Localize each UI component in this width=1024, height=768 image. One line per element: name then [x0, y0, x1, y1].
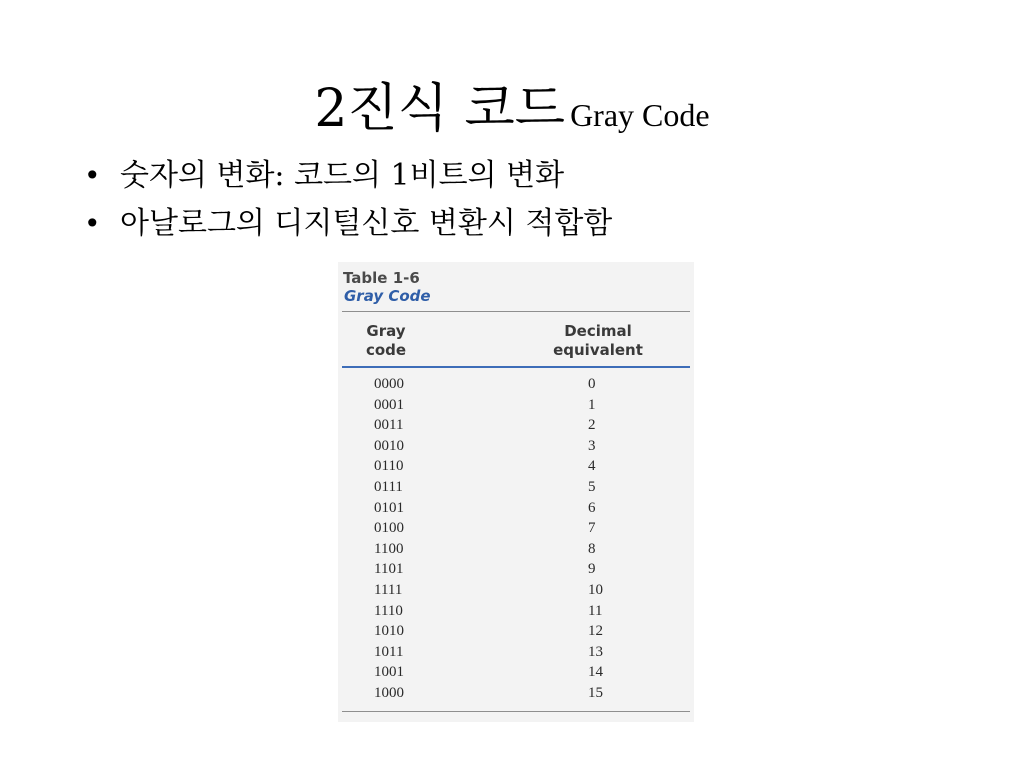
- bullet-item: [84, 152, 612, 200]
- column-header-decimal-line1: Decimal: [564, 322, 632, 340]
- table-row: [338, 520, 694, 541]
- gray-code-cell: 1011: [374, 643, 404, 660]
- gray-code-cell: 0101: [374, 499, 404, 516]
- table-header-rule: [342, 366, 690, 368]
- decimal-cell: 3: [588, 437, 596, 454]
- decimal-cell: 9: [588, 561, 596, 578]
- gray-code-cell: 0010: [374, 437, 404, 454]
- decimal-cell: 4: [588, 458, 596, 475]
- bullet-list: [84, 152, 612, 248]
- table-row: [338, 479, 694, 500]
- table-caption-number: Table 1-6: [343, 269, 420, 287]
- bullet-dot-icon: •: [84, 207, 101, 240]
- bullet-text: 아날로그의 디지털신호 변환시 적합함: [120, 206, 613, 241]
- decimal-cell: 2: [588, 417, 596, 434]
- gray-code-table-figure: [338, 262, 694, 722]
- gray-code-cell: 0100: [374, 520, 404, 537]
- bullet-dot-icon: •: [84, 159, 101, 192]
- table-row: [338, 561, 694, 582]
- table-row: [338, 541, 694, 562]
- column-header-gray-line1: Gray: [366, 322, 406, 340]
- gray-code-cell: 1111: [374, 581, 403, 598]
- gray-code-cell: 1001: [374, 664, 404, 681]
- decimal-cell: 12: [588, 623, 603, 640]
- gray-code-cell: 1110: [374, 602, 403, 619]
- decimal-cell: 14: [588, 664, 603, 681]
- decimal-cell: 10: [588, 581, 603, 598]
- gray-code-cell: 0111: [374, 478, 403, 495]
- column-header-decimal: [528, 322, 668, 360]
- table-row: [338, 397, 694, 418]
- table-row: [338, 438, 694, 459]
- gray-code-cell: 0000: [374, 376, 404, 392]
- gray-code-cell: 1101: [374, 561, 404, 578]
- decimal-cell: 15: [588, 684, 603, 701]
- gray-code-cell: 1100: [374, 540, 404, 557]
- decimal-cell: 11: [588, 602, 603, 619]
- table-row: [338, 664, 694, 685]
- table-row: [338, 644, 694, 665]
- table-row: [338, 685, 694, 706]
- slide-title: [0, 66, 1024, 141]
- table-bottom-rule: [342, 711, 690, 712]
- table-row: [338, 417, 694, 438]
- slide-title-main: 2진식 코드: [314, 79, 565, 139]
- table-row: [338, 458, 694, 479]
- slide-title-sub: Gray Code: [570, 97, 710, 133]
- decimal-cell: 8: [588, 540, 596, 557]
- decimal-cell: 6: [588, 499, 596, 516]
- table-row: [338, 603, 694, 624]
- table-top-rule: [342, 311, 690, 312]
- decimal-cell: 7: [588, 520, 596, 537]
- decimal-cell: 1: [588, 396, 596, 413]
- gray-code-cell: 0011: [374, 417, 404, 434]
- gray-code-cell: 0110: [374, 458, 404, 475]
- column-header-gray-line2: code: [365, 341, 407, 359]
- table-row: [338, 582, 694, 603]
- table-row: [338, 500, 694, 521]
- table-row: [338, 376, 694, 397]
- bullet-item: [84, 200, 612, 248]
- gray-code-cell: 0001: [374, 396, 404, 413]
- column-header-gray-code: [356, 322, 416, 360]
- bullet-text: 숫자의 변화: 코드의 1비트의 변화: [120, 158, 565, 193]
- column-header-decimal-line2: equivalent: [553, 341, 643, 359]
- table-body: [338, 376, 694, 706]
- decimal-cell: 5: [588, 478, 596, 495]
- gray-code-cell: 1000: [374, 684, 404, 701]
- decimal-cell: 0: [588, 376, 596, 392]
- gray-code-cell: 1010: [374, 623, 404, 640]
- table-caption-title: Gray Code: [344, 287, 431, 305]
- decimal-cell: 13: [588, 643, 603, 660]
- table-row: [338, 623, 694, 644]
